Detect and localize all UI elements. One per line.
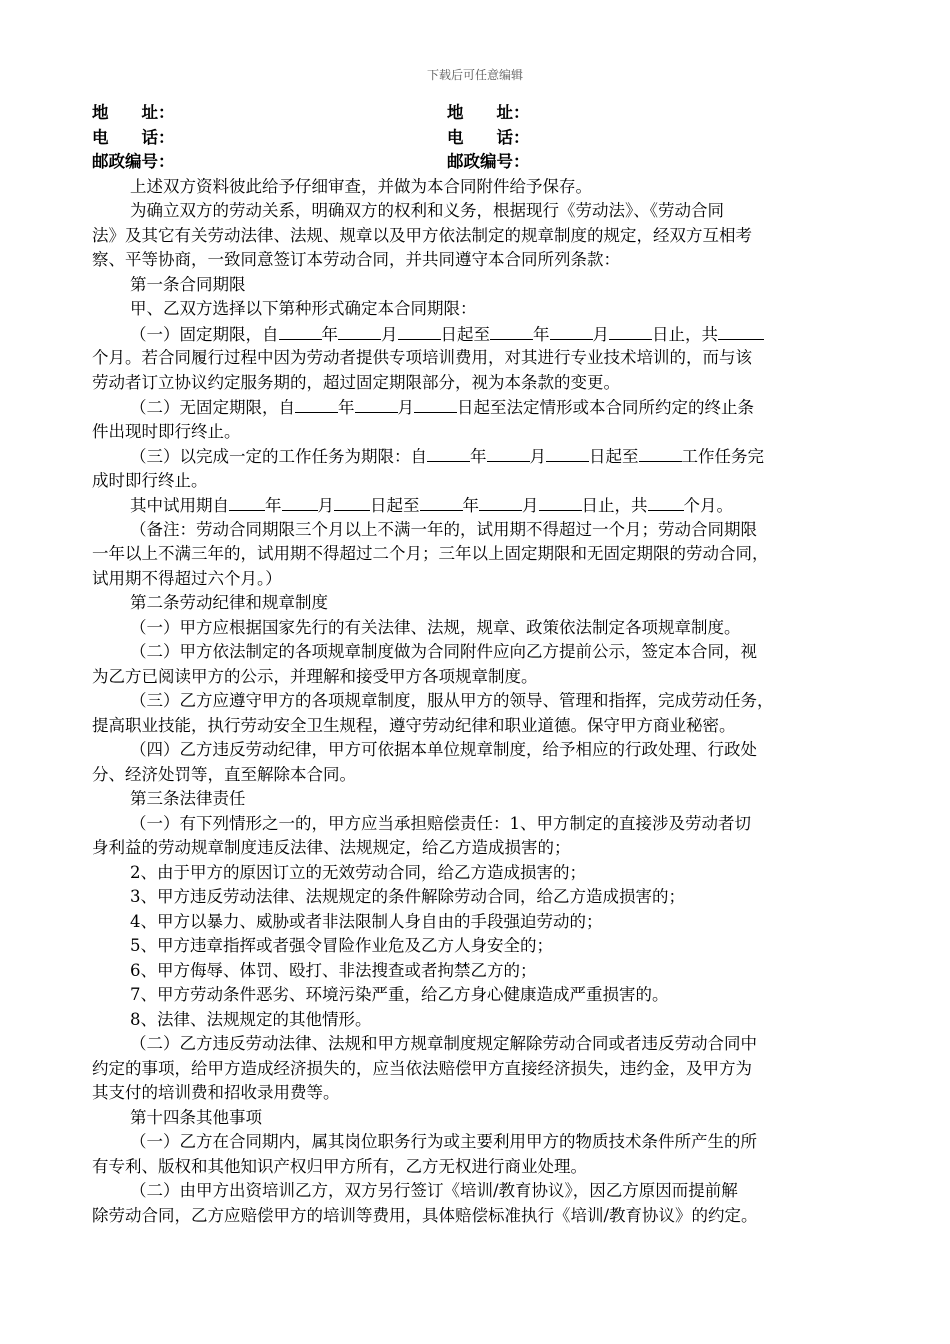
fixed-term-line: 劳动者订立协议约定服务期的，超过固定期限部分，视为本条款的变更。 xyxy=(92,372,620,392)
text-run: 月 xyxy=(529,447,546,466)
text-run: 年 xyxy=(338,398,355,417)
article-14-line: 有专利、版权和其他知识产权归甲方所有，乙方无权进行商业处理。 xyxy=(92,1156,587,1176)
task-term-line: 成时即行终止。 xyxy=(92,470,208,490)
text-run: 日起至 xyxy=(370,496,420,515)
trial-period-line xyxy=(92,493,864,518)
text-run: （三）以完成一定的工作任务为期限：自 xyxy=(130,447,427,466)
text-run: 年 xyxy=(462,496,479,515)
article-2-line: （四）乙方违反劳动纪律，甲方可依据本单位规章制度，给予相应的行政处理、行政处 xyxy=(130,740,757,759)
review-paragraph: 上述双方资料彼此给予仔细审查，并做为本合同附件给予保存。 xyxy=(130,176,592,196)
open-term-line xyxy=(92,395,864,420)
blank-field xyxy=(546,444,589,462)
article-3-item: 2、由于甲方的原因订立的无效劳动合同，给乙方造成损害的； xyxy=(130,862,586,882)
article-3-item: 3、甲方违反劳动法律、法规规定的条件解除劳动合同，给乙方造成损害的； xyxy=(130,887,685,906)
article-14-heading: 第十四条其他事项 xyxy=(130,1107,262,1127)
article-3-line: 其支付的培训费和招收录用费等。 xyxy=(92,1083,340,1102)
party-a-address-label: 地 址： xyxy=(92,103,175,122)
note-line: 一年以上不满三年的，试用期不得超过二个月；三年以上固定期限和无固定期限的劳动合同， xyxy=(92,544,769,563)
party-a-phone-label: 电 话： xyxy=(92,127,175,147)
open-term-line: 件出现时即行终止。 xyxy=(92,421,241,441)
text-run: 日起至法定情形或本合同所约定的终止条 xyxy=(457,398,754,417)
blank-field xyxy=(398,322,441,340)
blank-field xyxy=(718,322,764,340)
article-3-item: 5、甲方违章指挥或者强令冒险作业危及乙方人身安全的； xyxy=(130,936,553,955)
intro-line: 法》及其它有关劳动法律、法规、规章以及甲方依法制定的规章制度的规定，经双方互相考 xyxy=(92,225,752,245)
article-1-lead: 甲、乙双方选择以下第种形式确定本合同期限： xyxy=(130,299,477,318)
postcode-row xyxy=(92,150,864,175)
party-b-postcode-label: 邮政编号： xyxy=(447,152,530,171)
article-2-line: （三）乙方应遵守甲方的各项规章制度，服从甲方的领导、管理和指挥，完成劳动任务， xyxy=(130,691,774,710)
party-b-address-label: 地 址： xyxy=(447,103,530,122)
text-run: 年 xyxy=(265,496,282,515)
text-run: 月 xyxy=(592,324,609,344)
text-run: （二）无固定期限，自 xyxy=(130,398,295,417)
text-run: 其中试用期自 xyxy=(130,496,229,515)
article-2-line: 为乙方已阅读甲方的公示，并理解和接受甲方各项规章制度。 xyxy=(92,666,538,686)
text-run: （一）固定期限，自 xyxy=(130,324,279,344)
text-run: 个月。 xyxy=(683,496,733,515)
text-run: 月 xyxy=(381,324,398,344)
party-a-postcode-label: 邮政编号： xyxy=(92,152,175,171)
page-header: 下载后可任意编辑 xyxy=(426,68,523,82)
blank-field xyxy=(414,395,457,413)
blank-field xyxy=(279,322,322,340)
article-3-item: 7、甲方劳动条件恶劣、环境污染严重，给乙方身心健康造成严重损害的。 xyxy=(130,985,669,1004)
article-14-line: （二）由甲方出资培训乙方，双方另行签订《培训/教育协议》，因乙方原因而提前解 xyxy=(130,1181,738,1200)
article-3-item: 8、法律、法规规定的其他情形。 xyxy=(130,1009,372,1029)
article-3-line: 身利益的劳动规章制度违反法律、法规规定，给乙方造成损害的； xyxy=(92,838,571,857)
article-3-item: 4、甲方以暴力、威胁或者非法限制人身自由的手段强迫劳动的； xyxy=(130,911,603,931)
article-2-line: （二）甲方依法制定的各项规章制度做为合同附件应向乙方提前公示，签定本合同，视 xyxy=(130,642,757,661)
note-line: （备注：劳动合同期限三个月以上不满一年的，试用期不得超过一个月；劳动合同期限 xyxy=(130,519,757,539)
blank-field xyxy=(229,493,265,511)
article-2-heading: 第二条劳动纪律和规章制度 xyxy=(130,593,328,612)
party-b-phone-label: 电 话： xyxy=(447,127,530,147)
blank-field xyxy=(487,444,530,462)
blank-field xyxy=(420,493,463,511)
text-run: 日止，共 xyxy=(581,496,648,515)
text-run: 月 xyxy=(317,496,334,515)
article-3-line: （二）乙方违反劳动法律、法规和甲方规章制度规定解除劳动合同或者违反劳动合同中 xyxy=(130,1034,757,1053)
blank-field xyxy=(479,493,522,511)
intro-line: 察、平等协商，一致同意签订本劳动合同，并共同遵守本合同所列条款： xyxy=(92,250,620,269)
article-14-line: （一）乙方在合同期内，属其岗位职务行为或主要利用甲方的物质技术条件所产生的所 xyxy=(130,1132,757,1151)
phone-row xyxy=(92,126,864,151)
text-run: 月 xyxy=(522,496,539,515)
text-run: 月 xyxy=(397,398,414,417)
blank-field xyxy=(550,322,593,340)
blank-field xyxy=(490,322,533,340)
text-run: 年 xyxy=(533,324,550,344)
blank-field xyxy=(539,493,582,511)
text-run: 日起至 xyxy=(440,324,490,344)
text-run: 年 xyxy=(470,447,487,466)
article-3-item: 6、甲方侮辱、体罚、殴打、非法搜查或者拘禁乙方的； xyxy=(130,960,537,980)
blank-field xyxy=(355,395,398,413)
text-run: 日起至 xyxy=(589,447,639,466)
blank-field xyxy=(609,322,652,340)
blank-field xyxy=(338,322,381,340)
article-2-line: 分、经济处罚等，直至解除本合同。 xyxy=(92,764,356,784)
intro-line: 为确立双方的劳动关系，明确双方的权利和义务，根据现行《劳动法》、《劳动合同 xyxy=(130,201,724,220)
blank-field xyxy=(282,493,318,511)
blank-field xyxy=(295,395,338,413)
article-14-line: 除劳动合同，乙方应赔偿甲方的培训等费用，具体赔偿标准执行《培训/教育协议》的约定。 xyxy=(92,1205,758,1225)
contract-body xyxy=(92,101,864,1228)
blank-field xyxy=(648,493,684,511)
blank-field xyxy=(334,493,370,511)
article-3-heading: 第三条法律责任 xyxy=(130,789,246,808)
article-3-line: 约定的事项，给甲方造成经济损失的，应当依法赔偿甲方直接经济损失，违约金，及甲方为 xyxy=(92,1058,752,1078)
text-run: 日止，共 xyxy=(652,324,718,344)
article-1-heading: 第一条合同期限 xyxy=(130,274,246,294)
address-row xyxy=(92,101,864,126)
blank-field xyxy=(427,444,470,462)
text-run: 工作任务完 xyxy=(681,447,764,466)
task-term-line xyxy=(92,444,864,469)
text-run: 年 xyxy=(321,324,338,344)
article-3-line: （一）有下列情形之一的，甲方应当承担赔偿责任：1、甲方制定的直接涉及劳动者切 xyxy=(130,813,751,833)
fixed-term-line xyxy=(92,322,864,347)
article-2-line: 提高职业技能，执行劳动安全卫生规程，遵守劳动纪律和职业道德。保守甲方商业秘密。 xyxy=(92,715,736,735)
article-2-line: （一）甲方应根据国家先行的有关法律、法规，规章、政策依法制定各项规章制度。 xyxy=(130,617,741,637)
fixed-term-line: 个月。若合同履行过程中因为劳动者提供专项培训费用，对其进行专业技术培训的，而与该 xyxy=(92,348,752,367)
blank-field xyxy=(639,444,682,462)
note-line: 试用期不得超过六个月。） xyxy=(92,568,282,588)
